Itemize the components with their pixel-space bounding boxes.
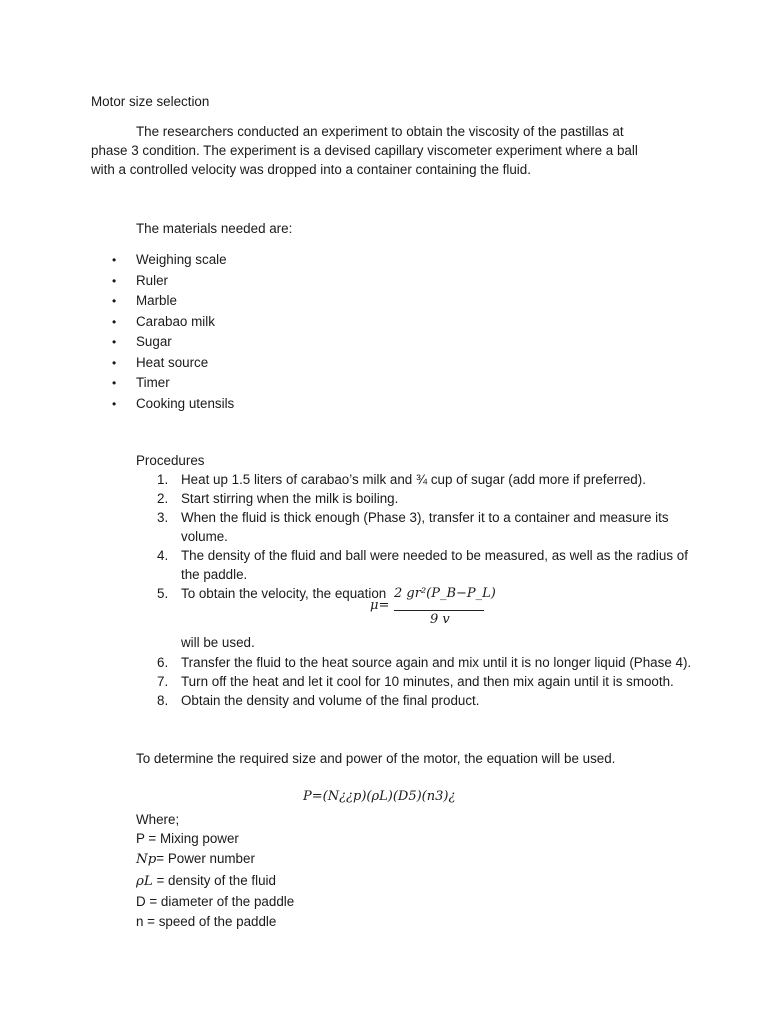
step-number: 7. <box>157 674 169 689</box>
intro-paragraph <box>91 122 651 179</box>
step-number: 8. <box>157 693 169 708</box>
equation-lhs: μ= <box>370 598 390 613</box>
definitions-list <box>136 829 294 932</box>
definition-text: = diameter of the paddle <box>145 893 295 909</box>
power-equation: P=(N¿¿p)(ρL)(D5)(n3)¿ <box>303 789 456 804</box>
definition-item <box>136 871 294 892</box>
list-item: • Cooking utensils <box>112 394 234 415</box>
section-heading: Motor size selection <box>91 94 210 109</box>
step-number: 4. <box>157 548 169 563</box>
bullet-icon: • <box>112 396 117 411</box>
determine-text: To determine the required size and power of the motor, the equation will be used. <box>136 751 616 766</box>
bullet-icon: • <box>112 355 117 370</box>
list-item: • Carabao milk <box>112 312 234 333</box>
intro-paragraph-text: The researchers conducted an experiment to obtain the viscosity of the pastillas at phase 3 condition. The experiment is a devised capillary viscometer experiment where a ball with a controlled velocity was dropped into a container containing the fluid. <box>91 124 638 177</box>
bullet-icon: • <box>112 253 117 267</box>
list-item: • Sugar <box>112 332 234 353</box>
list-item: • Ruler <box>112 271 234 292</box>
definition-item <box>136 892 294 912</box>
step-number: 6. <box>157 655 169 670</box>
step-text: Obtain the density and volume of the final product. <box>181 693 480 708</box>
bullet-icon: • <box>112 273 117 288</box>
step-text: Heat up 1.5 liters of carabao’s milk and ¾ cup of sugar (add more if preferred). <box>181 472 646 487</box>
definition-symbol: n <box>136 914 144 930</box>
list-item: • Weighing scale <box>112 250 234 271</box>
step-number: 5. <box>157 586 169 601</box>
bullet-icon: • <box>112 335 117 349</box>
definition-symbol: D <box>136 893 146 909</box>
procedure-step <box>146 546 706 584</box>
step-number: 1. <box>157 472 169 487</box>
step-number: 3. <box>157 510 169 525</box>
definition-item <box>136 912 294 932</box>
definition-item <box>136 829 294 849</box>
materials-list <box>112 250 234 414</box>
procedure-step <box>146 508 706 546</box>
bullet-icon: • <box>112 314 117 329</box>
bullet-icon: • <box>112 294 117 308</box>
step-text: To obtain the velocity, the equation <box>181 586 387 601</box>
viscosity-equation <box>370 586 496 634</box>
list-item: • Timer <box>112 373 234 394</box>
step-text: The density of the fluid and ball were needed to be measured, as well as the radius of the paddle. <box>181 548 688 582</box>
procedure-steps <box>146 470 706 603</box>
list-item: • Marble <box>112 291 234 312</box>
step-text: Transfer the fluid to the heat source again and mix until it is no longer liquid (Phase 4). <box>181 655 692 670</box>
list-item: • Heat source <box>112 353 234 374</box>
definition-symbol: ρL <box>136 873 153 889</box>
fraction-bar <box>394 610 484 611</box>
materials-intro: The materials needed are: <box>136 221 293 236</box>
bullet-icon: • <box>112 376 117 390</box>
procedure-step <box>146 489 706 508</box>
definition-item <box>136 849 294 870</box>
step-text: Start stirring when the milk is boiling. <box>181 491 399 506</box>
equation-numerator: 2 gr²(P_B−P_L) <box>394 586 496 601</box>
procedure-step <box>146 672 706 691</box>
step-text: Turn off the heat and let it cool for 10 minutes, and then mix again until it is smooth. <box>181 674 674 689</box>
definition-text: = density of the fluid <box>152 872 276 888</box>
step-number: 2. <box>157 491 169 506</box>
step-text: When the fluid is thick enough (Phase 3), transfer it to a container and measure its volume. <box>181 510 669 544</box>
definition-text: = Mixing power <box>144 831 239 846</box>
procedure-step <box>146 470 706 489</box>
where-label: Where; <box>136 812 180 827</box>
will-be-used-text: will be used. <box>181 635 255 650</box>
definition-symbol: P <box>136 831 145 846</box>
definition-text: = speed of the paddle <box>143 914 277 930</box>
procedure-step <box>146 653 706 672</box>
definition-text: = Power number <box>156 851 255 867</box>
procedure-steps-continued <box>146 653 706 710</box>
definition-symbol: Np <box>136 852 157 868</box>
procedure-step <box>146 691 706 710</box>
equation-denominator: 9 v <box>430 612 450 627</box>
procedures-title: Procedures <box>136 453 205 468</box>
